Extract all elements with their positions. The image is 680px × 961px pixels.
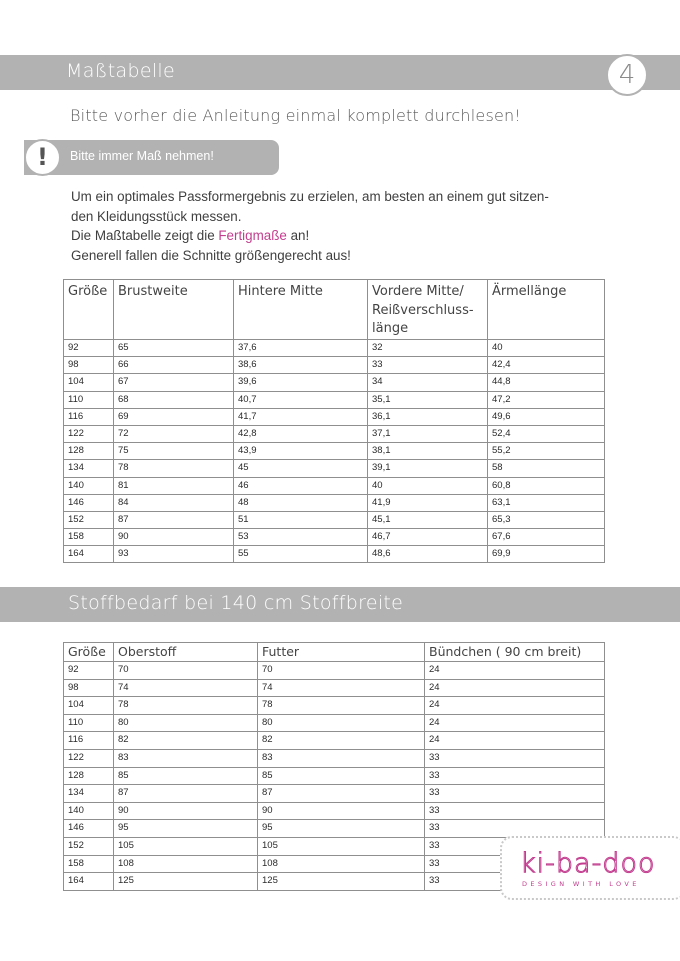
page-number-badge: 4 — [606, 54, 648, 96]
table-cell: 48 — [234, 494, 368, 511]
table-cell: 55 — [234, 546, 368, 563]
table-cell: 32 — [368, 340, 488, 357]
table-cell: 125 — [114, 873, 258, 891]
table-cell: 104 — [64, 697, 114, 715]
header-bar — [0, 55, 680, 90]
table-cell: 68 — [114, 391, 234, 408]
table-cell: 87 — [114, 785, 258, 803]
table-cell: 34 — [368, 374, 488, 391]
table-cell: 125 — [258, 873, 425, 891]
table-cell: 33 — [425, 802, 605, 820]
table-cell: 128 — [64, 767, 114, 785]
table-cell: 58 — [488, 460, 605, 477]
instruction-text: Bitte vorher die Anleitung einmal komplett durchlesen! — [70, 106, 521, 125]
table-row — [64, 374, 605, 391]
table-cell: 70 — [114, 662, 258, 680]
table-cell: 95 — [114, 820, 258, 838]
table-cell: 66 — [114, 357, 234, 374]
table-cell: 38,6 — [234, 357, 368, 374]
intro-line: Um ein optimales Passformergebnis zu erzielen, am besten an einem gut sitzen- — [71, 189, 549, 204]
intro-paragraph — [71, 187, 611, 265]
table-row — [64, 391, 605, 408]
table-cell: 83 — [258, 749, 425, 767]
table-cell: 80 — [114, 714, 258, 732]
table-cell: 122 — [64, 749, 114, 767]
table-cell: 81 — [114, 477, 234, 494]
table-cell: 33 — [425, 855, 605, 873]
table-cell: 42,4 — [488, 357, 605, 374]
table-cell: 75 — [114, 443, 234, 460]
table-cell: 74 — [114, 679, 258, 697]
table-cell: 152 — [64, 837, 114, 855]
table-cell: 47,2 — [488, 391, 605, 408]
table-cell: 140 — [64, 802, 114, 820]
table-cell: 164 — [64, 546, 114, 563]
logo-wordmark: ki-ba-doo — [520, 848, 656, 879]
table-cell: 90 — [258, 802, 425, 820]
table-cell: 46,7 — [368, 529, 488, 546]
table-cell: 42,8 — [234, 425, 368, 442]
table-cell: 82 — [114, 732, 258, 750]
brand-logo — [500, 836, 680, 900]
table-cell: 24 — [425, 697, 605, 715]
table-cell: 46 — [234, 477, 368, 494]
table-cell: 51 — [234, 511, 368, 528]
table-cell: 55,2 — [488, 443, 605, 460]
table-cell: 63,1 — [488, 494, 605, 511]
intro-text: an! — [286, 228, 310, 243]
table-row — [64, 529, 605, 546]
table-row — [64, 425, 605, 442]
table-cell: 110 — [64, 391, 114, 408]
table-cell: 49,6 — [488, 408, 605, 425]
table-row — [64, 408, 605, 425]
table-row — [64, 662, 605, 680]
table-cell: 78 — [258, 697, 425, 715]
column-header: Vordere Mitte/ Reißverschluss-länge — [368, 280, 488, 340]
table-cell: 33 — [425, 749, 605, 767]
table-cell: 52,4 — [488, 425, 605, 442]
table-cell: 40 — [488, 340, 605, 357]
table-cell: 37,6 — [234, 340, 368, 357]
column-header: Größe — [64, 643, 114, 662]
table-header-row — [64, 280, 605, 340]
table-cell: 82 — [258, 732, 425, 750]
table-cell: 35,1 — [368, 391, 488, 408]
table-cell: 38,1 — [368, 443, 488, 460]
table-cell: 164 — [64, 873, 114, 891]
table-cell: 40 — [368, 477, 488, 494]
table-cell: 39,1 — [368, 460, 488, 477]
column-header: Futter — [258, 643, 425, 662]
column-header: Oberstoff — [114, 643, 258, 662]
table-cell: 128 — [64, 443, 114, 460]
table-cell: 78 — [114, 697, 258, 715]
table-cell: 33 — [425, 767, 605, 785]
table-cell: 33 — [425, 873, 605, 891]
table-cell: 45 — [234, 460, 368, 477]
table-cell: 158 — [64, 855, 114, 873]
table-cell: 140 — [64, 477, 114, 494]
table-cell: 95 — [258, 820, 425, 838]
table-cell: 24 — [425, 662, 605, 680]
table-cell: 122 — [64, 425, 114, 442]
warning-text: Bitte immer Maß nehmen! — [70, 149, 214, 163]
table-cell: 84 — [114, 494, 234, 511]
table-cell: 90 — [114, 802, 258, 820]
table-cell: 93 — [114, 546, 234, 563]
table-cell: 24 — [425, 679, 605, 697]
table-cell: 90 — [114, 529, 234, 546]
table-cell: 146 — [64, 820, 114, 838]
table-cell: 152 — [64, 511, 114, 528]
table-cell: 33 — [368, 357, 488, 374]
table-cell: 67 — [114, 374, 234, 391]
table-row — [64, 340, 605, 357]
table-cell: 146 — [64, 494, 114, 511]
table-cell: 85 — [114, 767, 258, 785]
column-header: Bündchen ( 90 cm breit) — [425, 643, 605, 662]
table-row — [64, 511, 605, 528]
table-cell: 134 — [64, 785, 114, 803]
table-cell: 98 — [64, 357, 114, 374]
table-cell: 33 — [425, 837, 605, 855]
table-cell: 70 — [258, 662, 425, 680]
table-cell: 53 — [234, 529, 368, 546]
table-row — [64, 494, 605, 511]
table-cell: 60,8 — [488, 477, 605, 494]
table-cell: 80 — [258, 714, 425, 732]
table-cell: 104 — [64, 374, 114, 391]
table-cell: 40,7 — [234, 391, 368, 408]
intro-line — [71, 226, 611, 246]
table-cell: 69,9 — [488, 546, 605, 563]
section-title: Stoffbedarf bei 140 cm Stoffbreite — [68, 592, 404, 614]
page-title: Maßtabelle — [66, 60, 175, 82]
logo-tagline: DESIGN WITH LOVE — [522, 880, 640, 888]
table-row — [64, 697, 605, 715]
table-cell: 65 — [114, 340, 234, 357]
table-row — [64, 357, 605, 374]
table-header-row — [64, 643, 605, 662]
intro-line: den Kleidungsstück messen. — [71, 208, 242, 224]
column-header: Größe — [64, 280, 114, 340]
table-cell: 74 — [258, 679, 425, 697]
table-cell: 134 — [64, 460, 114, 477]
table-cell: 41,9 — [368, 494, 488, 511]
table-row — [64, 679, 605, 697]
column-header: Brustweite — [114, 280, 234, 340]
table-cell: 92 — [64, 662, 114, 680]
table-cell: 69 — [114, 408, 234, 425]
table-cell: 85 — [258, 767, 425, 785]
table-cell: 98 — [64, 679, 114, 697]
table-cell: 67,6 — [488, 529, 605, 546]
table-row — [64, 477, 605, 494]
table-cell: 87 — [258, 785, 425, 803]
table-cell: 116 — [64, 408, 114, 425]
table-cell: 72 — [114, 425, 234, 442]
table-cell: 116 — [64, 732, 114, 750]
table-row — [64, 785, 605, 803]
table-cell: 110 — [64, 714, 114, 732]
table-cell: 105 — [258, 837, 425, 855]
size-table — [63, 279, 605, 563]
table-row — [64, 443, 605, 460]
table-cell: 158 — [64, 529, 114, 546]
table-cell: 33 — [425, 820, 605, 838]
section-bar — [0, 587, 680, 622]
table-cell: 41,7 — [234, 408, 368, 425]
table-row — [64, 749, 605, 767]
table-row — [64, 460, 605, 477]
intro-line: Generell fallen die Schnitte größengerecht aus! — [71, 247, 351, 263]
table-cell: 92 — [64, 340, 114, 357]
table-row — [64, 820, 605, 838]
table-cell: 36,1 — [368, 408, 488, 425]
intro-text: Die Maßtabelle zeigt die — [71, 228, 219, 243]
table-cell: 24 — [425, 732, 605, 750]
table-cell: 65,3 — [488, 511, 605, 528]
table-row — [64, 546, 605, 563]
table-cell: 44,8 — [488, 374, 605, 391]
table-cell: 43,9 — [234, 443, 368, 460]
table-row — [64, 714, 605, 732]
highlight-text: Fertigmaße — [218, 228, 287, 243]
column-header: Hintere Mitte — [234, 280, 368, 340]
table-cell: 108 — [258, 855, 425, 873]
column-header: Ärmellänge — [488, 280, 605, 340]
table-cell: 48,6 — [368, 546, 488, 563]
table-cell: 45,1 — [368, 511, 488, 528]
exclamation-icon: ! — [24, 139, 61, 176]
table-cell: 87 — [114, 511, 234, 528]
table-row — [64, 767, 605, 785]
table-row — [64, 732, 605, 750]
table-row — [64, 802, 605, 820]
table-cell: 83 — [114, 749, 258, 767]
table-cell: 78 — [114, 460, 234, 477]
table-cell: 24 — [425, 714, 605, 732]
table-cell: 37,1 — [368, 425, 488, 442]
table-cell: 33 — [425, 785, 605, 803]
table-cell: 39,6 — [234, 374, 368, 391]
table-cell: 108 — [114, 855, 258, 873]
table-cell: 105 — [114, 837, 258, 855]
